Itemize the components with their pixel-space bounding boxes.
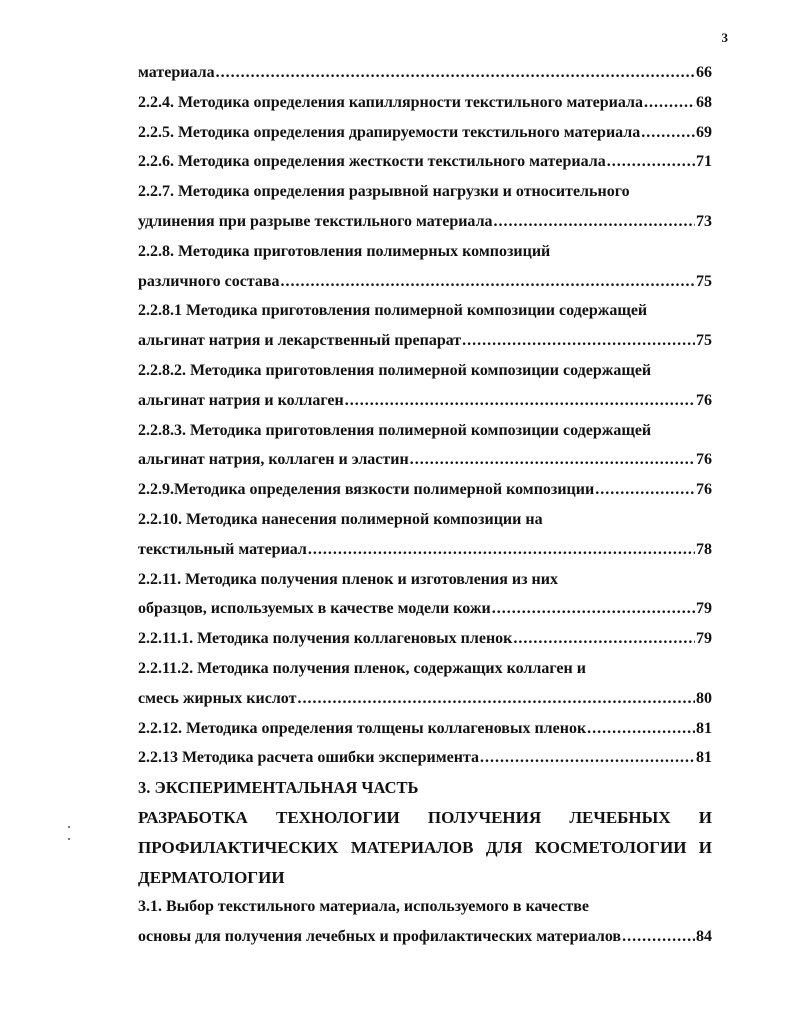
toc-entry-first-line: 2.2.8. Методика приготовления полимерных композиций [138, 242, 551, 260]
toc-entry-text: материала [138, 64, 215, 81]
dot-leader [297, 684, 695, 714]
toc-entry [138, 147, 712, 177]
toc-entry-page: 71 [696, 153, 712, 171]
section-subtitle-line: РАЗРАБОТКА ТЕХНОЛОГИИ ПОЛУЧЕНИЯ ЛЕЧЕБНЫХ И [138, 807, 712, 827]
toc-entry [138, 386, 712, 416]
toc-entry-page: 81 [696, 749, 712, 767]
section-title: 3. ЭКСПЕРИМЕНТАЛЬНАЯ ЧАСТЬ [138, 778, 419, 798]
toc-entry-text: текстильный материал [138, 540, 307, 558]
toc-entry [138, 714, 712, 744]
toc-entry-page: 80 [696, 689, 712, 707]
dot-leader [480, 743, 695, 773]
dot-leader [644, 88, 695, 118]
toc-entry-text: альгинат натрия и коллаген [138, 391, 344, 409]
toc-entry-first-line: 2.2.8.2. Методика приготовления полимерной композиции содержащей [138, 361, 652, 379]
dot-leader [587, 714, 695, 744]
toc-entry-first-line: 2.2.8.1 Методика приготовления полимерной композиции содержащей [138, 302, 648, 320]
dot-leader [308, 535, 695, 565]
scan-speck [68, 826, 70, 828]
toc-entry-text: различного состава [138, 272, 280, 290]
toc-entry [138, 535, 712, 565]
toc-entry [138, 207, 712, 237]
dot-leader [345, 386, 695, 416]
toc-entry-page: 69 [696, 123, 712, 141]
toc-entry [138, 326, 712, 356]
toc-entry [138, 58, 712, 88]
dot-leader [281, 267, 695, 297]
toc-entry-page: 66 [696, 64, 712, 81]
toc-entry [138, 624, 712, 654]
toc-entry-text: 2.2.4. Методика определения капиллярности текстильного материала [138, 93, 644, 111]
toc-entry-page: 79 [696, 600, 712, 618]
table-of-contents [138, 58, 712, 952]
toc-entry [138, 684, 712, 714]
toc-entry [138, 743, 712, 773]
dot-leader [462, 326, 695, 356]
toc-entry-text: 2.2.11.1. Методика получения коллагеновых пленок [138, 630, 513, 648]
toc-entry-text: удлинения при разрыве текстильного материала [138, 212, 493, 230]
toc-entry-page: 76 [696, 481, 712, 499]
toc-entry [138, 445, 712, 475]
toc-entry-page: 76 [696, 391, 712, 409]
dot-leader [216, 58, 695, 88]
page-number: 3 [721, 30, 728, 45]
toc-entry-page: 75 [696, 272, 712, 290]
toc-entry-first-line: 2.2.7. Методика определения разрывной нагрузки и относительного [138, 183, 630, 201]
toc-entry-text: смесь жирных кислот [138, 689, 297, 707]
dot-leader [641, 118, 695, 148]
dot-leader [513, 624, 695, 654]
toc-entry-text: 2.2.12. Методика определения толщены коллагеновых пленок [138, 719, 587, 737]
toc-entry-first-line: 2.2.11.2. Методика получения пленок, содержащих коллаген и [138, 659, 586, 677]
toc-entry-text: альгинат натрия и лекарственный препарат [138, 332, 462, 350]
toc-entry [138, 594, 712, 624]
toc-entry-text: 2.2.5. Методика определения драпируемости текстильного материала [138, 123, 641, 141]
toc-entry-page: 78 [696, 540, 712, 558]
toc-entry-text: 2.2.13 Методика расчета ошибки эксперимента [138, 749, 480, 767]
dot-leader [595, 475, 695, 505]
section-subtitle-line: ПРОФИЛАКТИЧЕСКИХ МАТЕРИАЛОВ ДЛЯ КОСМЕТОЛОГИИ И [138, 837, 712, 857]
dot-leader [410, 445, 695, 475]
toc-entry [138, 88, 712, 118]
toc-entry-page: 73 [696, 212, 712, 230]
toc-entry-text: основы для получения лечебных и профилактических материалов [138, 928, 622, 946]
toc-entry-text: альгинат натрия, коллаген и эластин [138, 451, 409, 469]
toc-entry-first-line: 2.2.11. Методика получения пленок и изготовления из них [138, 570, 558, 588]
toc-entry-page: 75 [696, 332, 712, 350]
toc-entry-first-line: 2.2.8.3. Методика приготовления полимерной композиции содержащей [138, 421, 652, 439]
dot-leader [622, 922, 695, 952]
dot-leader [607, 147, 695, 177]
toc-entry [138, 922, 712, 952]
toc-entry-page: 79 [696, 630, 712, 648]
toc-entry [138, 267, 712, 297]
toc-entry-page: 68 [696, 93, 712, 111]
toc-entry-first-line: 3.1. Выбор текстильного материала, используемого в качестве [138, 898, 589, 916]
toc-entry-page: 76 [696, 451, 712, 469]
toc-entry-text: 2.2.9.Методика определения вязкости полимерной композиции [138, 481, 595, 499]
toc-entry [138, 118, 712, 148]
toc-entry-text: 2.2.6. Методика определения жесткости текстильного материала [138, 153, 606, 171]
toc-entry [138, 475, 712, 505]
dot-leader [494, 207, 695, 237]
scan-speck [68, 838, 70, 840]
toc-entry-text: образцов, используемых в качестве модели кожи [138, 600, 491, 618]
section-subtitle-line: ДЕРМАТОЛОГИИ [138, 867, 285, 887]
dot-leader [492, 594, 695, 624]
toc-entry-page: 81 [696, 719, 712, 737]
toc-entry-page: 84 [696, 928, 712, 946]
toc-entry-first-line: 2.2.10. Методика нанесения полимерной композиции на [138, 510, 543, 528]
